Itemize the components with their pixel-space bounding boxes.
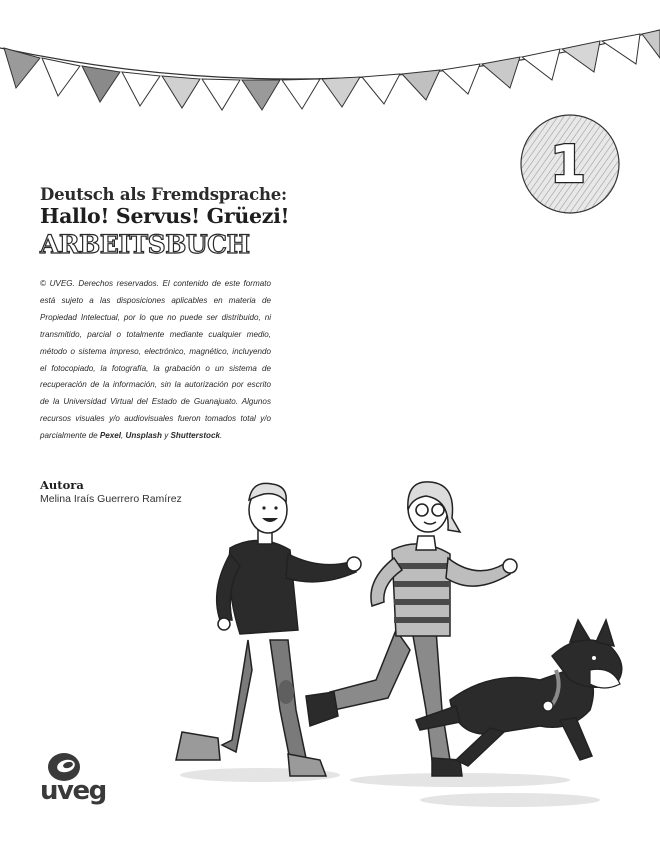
subtitle: Deutsch als Fremdsprache:: [40, 185, 287, 204]
uveg-logo-text: uveg: [40, 776, 106, 806]
workbook-title: ARBEITSBUCH: [40, 230, 250, 259]
unit-number-badge: [518, 112, 622, 216]
author-name: Melina Iraís Guerrero Ramírez: [40, 493, 182, 505]
separator-comma: ,: [121, 431, 124, 441]
unit-number: 1: [549, 135, 587, 195]
source-unsplash: Unsplash: [125, 431, 162, 441]
source-shutterstock: Shutterstock: [170, 431, 220, 441]
main-title: Hallo! Servus! Grüezi!: [40, 204, 290, 228]
conjunction: y: [164, 431, 169, 441]
period: .: [219, 431, 223, 441]
man-figure: [176, 483, 361, 776]
people-running-with-dog-illustration: [160, 470, 660, 810]
author-label: Autora: [40, 478, 84, 492]
copyright-body: © UVEG. Derechos reservados. El contenido de este formato está sujeto a las disposiciones aplicables en materia de Propiedad Intelectual, por lo que no puede ser distribuido, ni transmitido, parcial o totalmente mediante cualquier medio, método o sistema impreso, electrónico, magnético, incluyendo el fotocopiado, la fotografía, la grabación o un sistema de recuperación de la información, sin la autorización por escrito de la Universidad Virtual del Estado de Guanajuato. Algunos recursos visuales y/o audiovisuales fueron tomados total y/o parcialmente de: [40, 279, 271, 441]
copyright-notice: [40, 276, 271, 445]
source-pexel: Pexel: [99, 431, 121, 441]
bunting-garland-decoration: [0, 0, 660, 120]
